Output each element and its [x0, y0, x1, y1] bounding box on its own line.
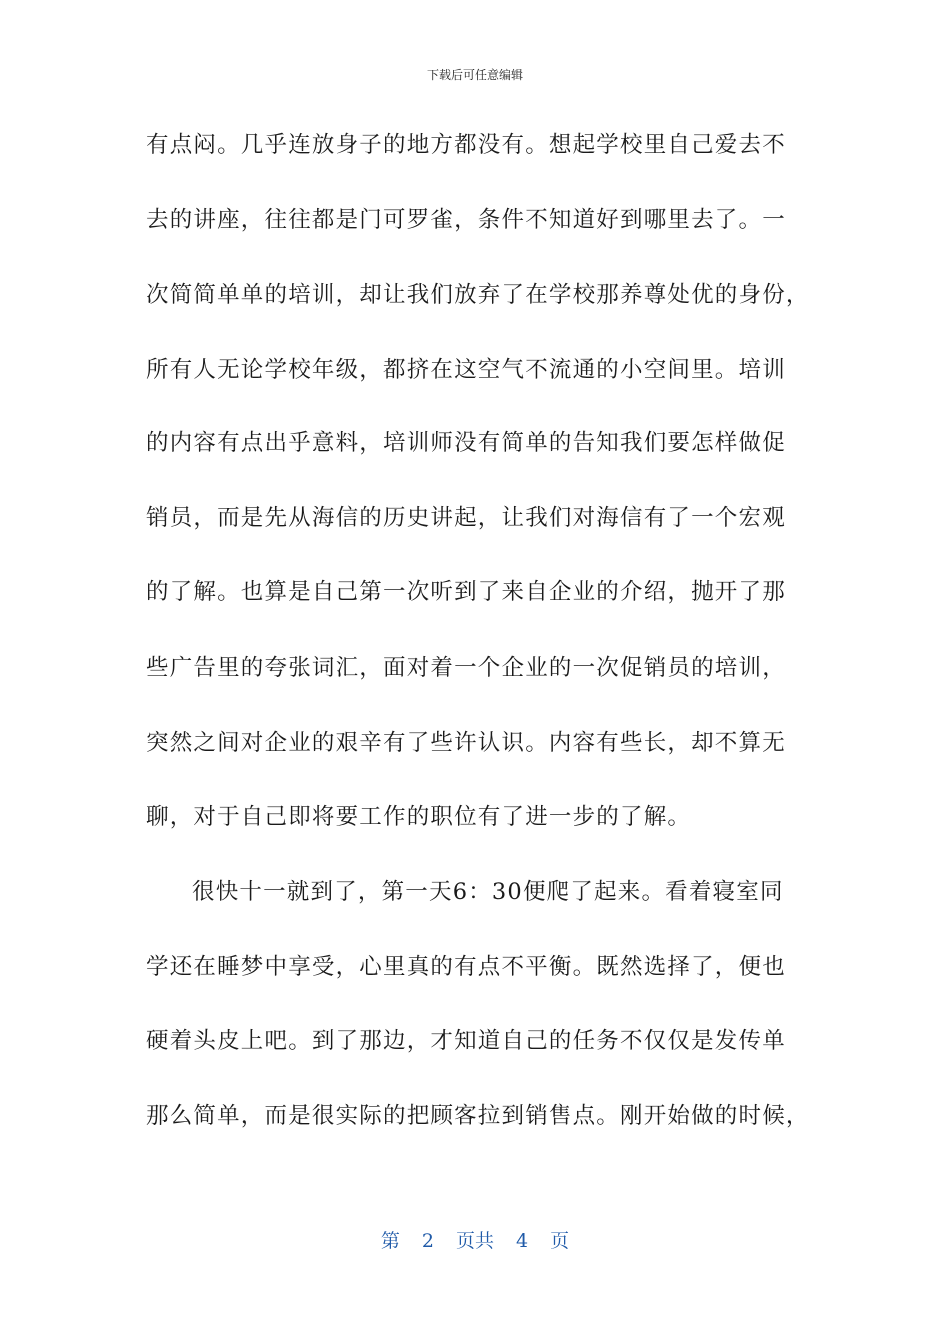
page-header: 下载后可任意编辑 — [426, 68, 523, 82]
body-line: 次简简单单的培训，却让我们放弃了在学校那养尊处优的身份， — [146, 282, 810, 308]
footer-mid: 页共 — [455, 1230, 494, 1252]
page-footer — [0, 1226, 950, 1253]
body-line: 学还在睡梦中享受，心里真的有点不平衡。既然选择了，便也 — [146, 954, 786, 980]
body-line: 聊，对于自己即将要工作的职位有了进一步的了解。 — [146, 804, 692, 830]
footer-total-pages: 4 — [516, 1230, 529, 1252]
footer-prefix: 第 — [380, 1230, 400, 1252]
body-line: 去的讲座，往往都是门可罗雀，条件不知道好到哪里去了。一 — [146, 207, 786, 233]
body-line: 有点闷。几乎连放身子的地方都没有。想起学校里自己爱去不 — [146, 132, 786, 158]
footer-current-page: 2 — [421, 1230, 434, 1252]
body-line: 突然之间对企业的艰辛有了些许认识。内容有些长，却不算无 — [146, 730, 786, 756]
body-line: 些广告里的夸张词汇，面对着一个企业的一次促销员的培训， — [146, 655, 786, 681]
body-line: 所有人无论学校年级，都挤在这空气不流通的小空间里。培训 — [146, 357, 786, 383]
body-line: 那么简单，而是很实际的把顾客拉到销售点。刚开始做的时候， — [146, 1103, 810, 1129]
body-line: 的内容有点出乎意料，培训师没有简单的告知我们要怎样做促 — [146, 430, 786, 456]
body-line: 销员，而是先从海信的历史讲起，让我们对海信有了一个宏观 — [146, 505, 786, 531]
body-line-indented: 很快十一就到了，第一天6：30便爬了起来。看着寝室同 — [192, 879, 784, 905]
footer-suffix: 页 — [550, 1230, 570, 1252]
body-line: 硬着头皮上吧。到了那边，才知道自己的任务不仅仅是发传单 — [146, 1028, 786, 1054]
body-line: 的了解。也算是自己第一次听到了来自企业的介绍，抛开了那 — [146, 579, 786, 605]
